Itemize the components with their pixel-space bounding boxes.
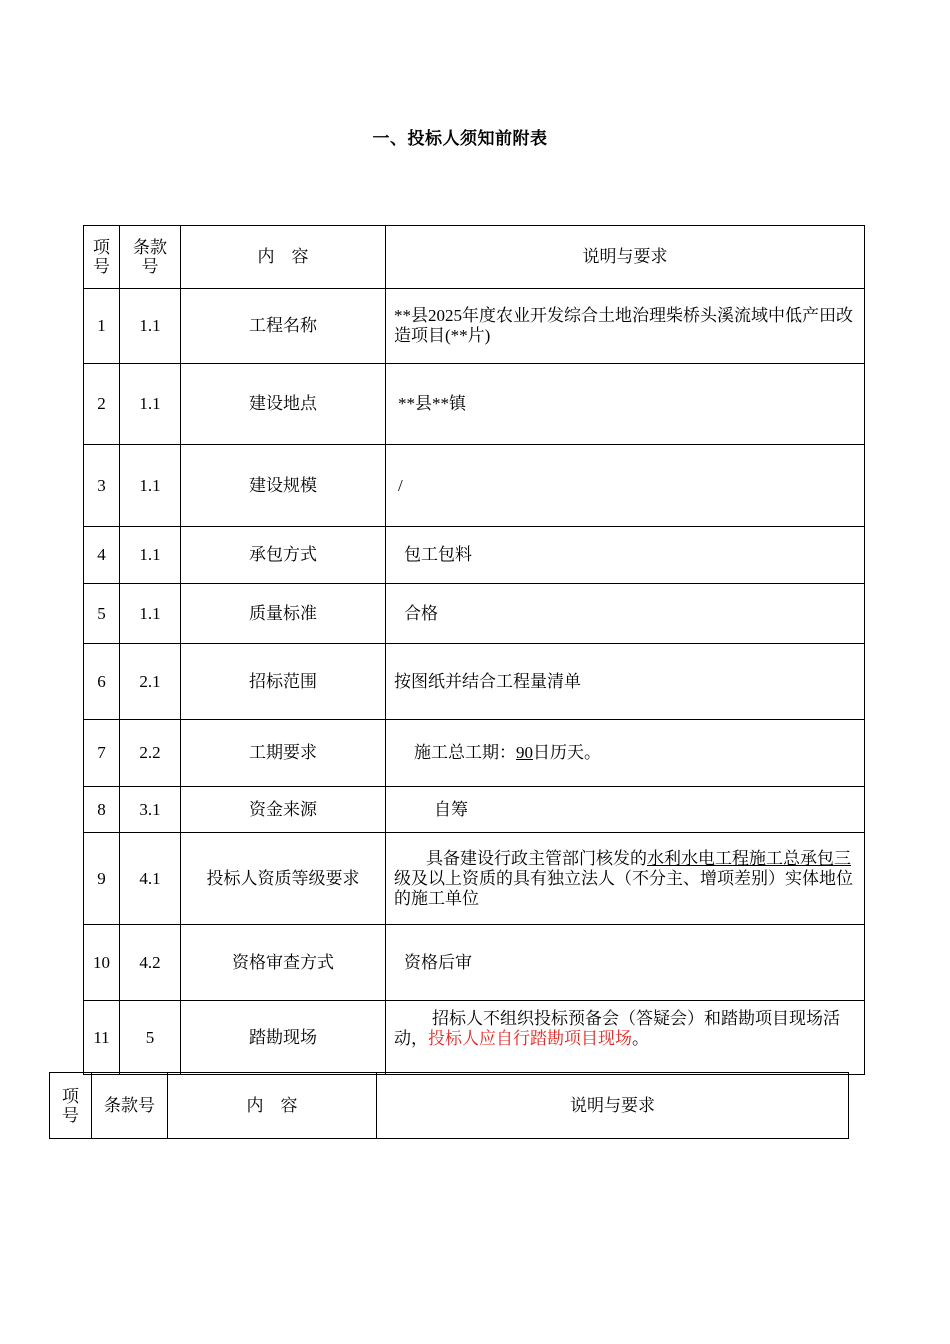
row-content: 招标范围: [181, 644, 386, 720]
row-desc: 资格后审: [386, 925, 865, 1001]
table-row: [84, 833, 865, 925]
table-row: [84, 445, 865, 527]
pre-bid-info-table: [83, 225, 865, 1075]
duration-value: 90: [516, 743, 533, 762]
header-content: 内 容: [181, 226, 386, 289]
table-header-row: [50, 1073, 849, 1139]
table-row: [84, 584, 865, 644]
row-content: 工程名称: [181, 289, 386, 364]
row-clause: 4.1: [120, 833, 181, 925]
row-no: 1: [84, 289, 120, 364]
row-content: 工期要求: [181, 720, 386, 787]
row-clause: 1.1: [120, 527, 181, 584]
row-desc: 按图纸并结合工程量清单: [386, 644, 865, 720]
row-no: 5: [84, 584, 120, 644]
row-desc: 包工包料: [386, 527, 865, 584]
row-no: 3: [84, 445, 120, 527]
table-row: [84, 364, 865, 445]
table-row: [84, 720, 865, 787]
table-header-row: [84, 226, 865, 289]
row-clause: 2.2: [120, 720, 181, 787]
continuation-header-table: [49, 1072, 849, 1139]
header-no: 项号: [84, 226, 120, 289]
row-clause: 3.1: [120, 787, 181, 833]
row-clause: 2.1: [120, 644, 181, 720]
row-content: 资金来源: [181, 787, 386, 833]
row-desc: 自筹: [386, 787, 865, 833]
row-content: 质量标准: [181, 584, 386, 644]
table-row: [84, 289, 865, 364]
header-desc: 说明与要求: [377, 1073, 849, 1139]
header-no: 项号: [50, 1073, 92, 1139]
row-content: 踏勘现场: [181, 1001, 386, 1075]
site-visit-text: 招标人不组织投标预备会（答疑会）和踏勘项目现场活动，: [394, 1009, 840, 1048]
row-no: 6: [84, 644, 120, 720]
qualification-underlined: 水利水电工程施工总承包三: [647, 848, 851, 868]
qualification-rest: 级及以上资质的具有独立法人（不分主、增项差别）实体地位的施工单位: [394, 868, 853, 908]
table-row: [84, 787, 865, 833]
header-content: 内 容: [168, 1073, 377, 1139]
row-desc: 合格: [386, 584, 865, 644]
row-clause: 1.1: [120, 364, 181, 445]
header-desc: 说明与要求: [386, 226, 865, 289]
row-clause: 1.1: [120, 445, 181, 527]
row-no: 7: [84, 720, 120, 787]
duration-label: 施工总工期：: [414, 743, 516, 762]
row-desc: [386, 720, 865, 787]
table-row: [84, 1001, 865, 1075]
row-clause: 1.1: [120, 289, 181, 364]
site-visit-end: 。: [632, 1029, 649, 1048]
row-content: 投标人资质等级要求: [181, 833, 386, 925]
table-row: [84, 644, 865, 720]
row-desc: **县2025年度农业开发综合土地治理柴桥头溪流域中低产田改造项目(**片): [386, 289, 865, 364]
row-no: 8: [84, 787, 120, 833]
duration-unit: 日历天。: [533, 743, 601, 762]
row-desc: /: [386, 445, 865, 527]
site-visit-highlight: 投标人应自行踏勘项目现场: [428, 1029, 632, 1048]
qualification-text: 具备建设行政主管部门核发的: [426, 848, 647, 868]
row-desc: [386, 833, 865, 925]
row-content: 承包方式: [181, 527, 386, 584]
header-clause: 条款号: [92, 1073, 168, 1139]
row-clause: 4.2: [120, 925, 181, 1001]
row-no: 2: [84, 364, 120, 445]
table-row: [84, 925, 865, 1001]
row-clause: 5: [120, 1001, 181, 1075]
row-content: 建设地点: [181, 364, 386, 445]
row-content: 建设规模: [181, 445, 386, 527]
row-desc: [386, 1001, 865, 1075]
row-desc: **县**镇: [386, 364, 865, 445]
row-no: 9: [84, 833, 120, 925]
row-no: 11: [84, 1001, 120, 1075]
table-row: [84, 527, 865, 584]
row-content: 资格审查方式: [181, 925, 386, 1001]
row-clause: 1.1: [120, 584, 181, 644]
row-no: 10: [84, 925, 120, 1001]
row-no: 4: [84, 527, 120, 584]
page-title: 一、投标人须知前附表: [372, 129, 548, 149]
header-clause: 条款号: [120, 226, 181, 289]
